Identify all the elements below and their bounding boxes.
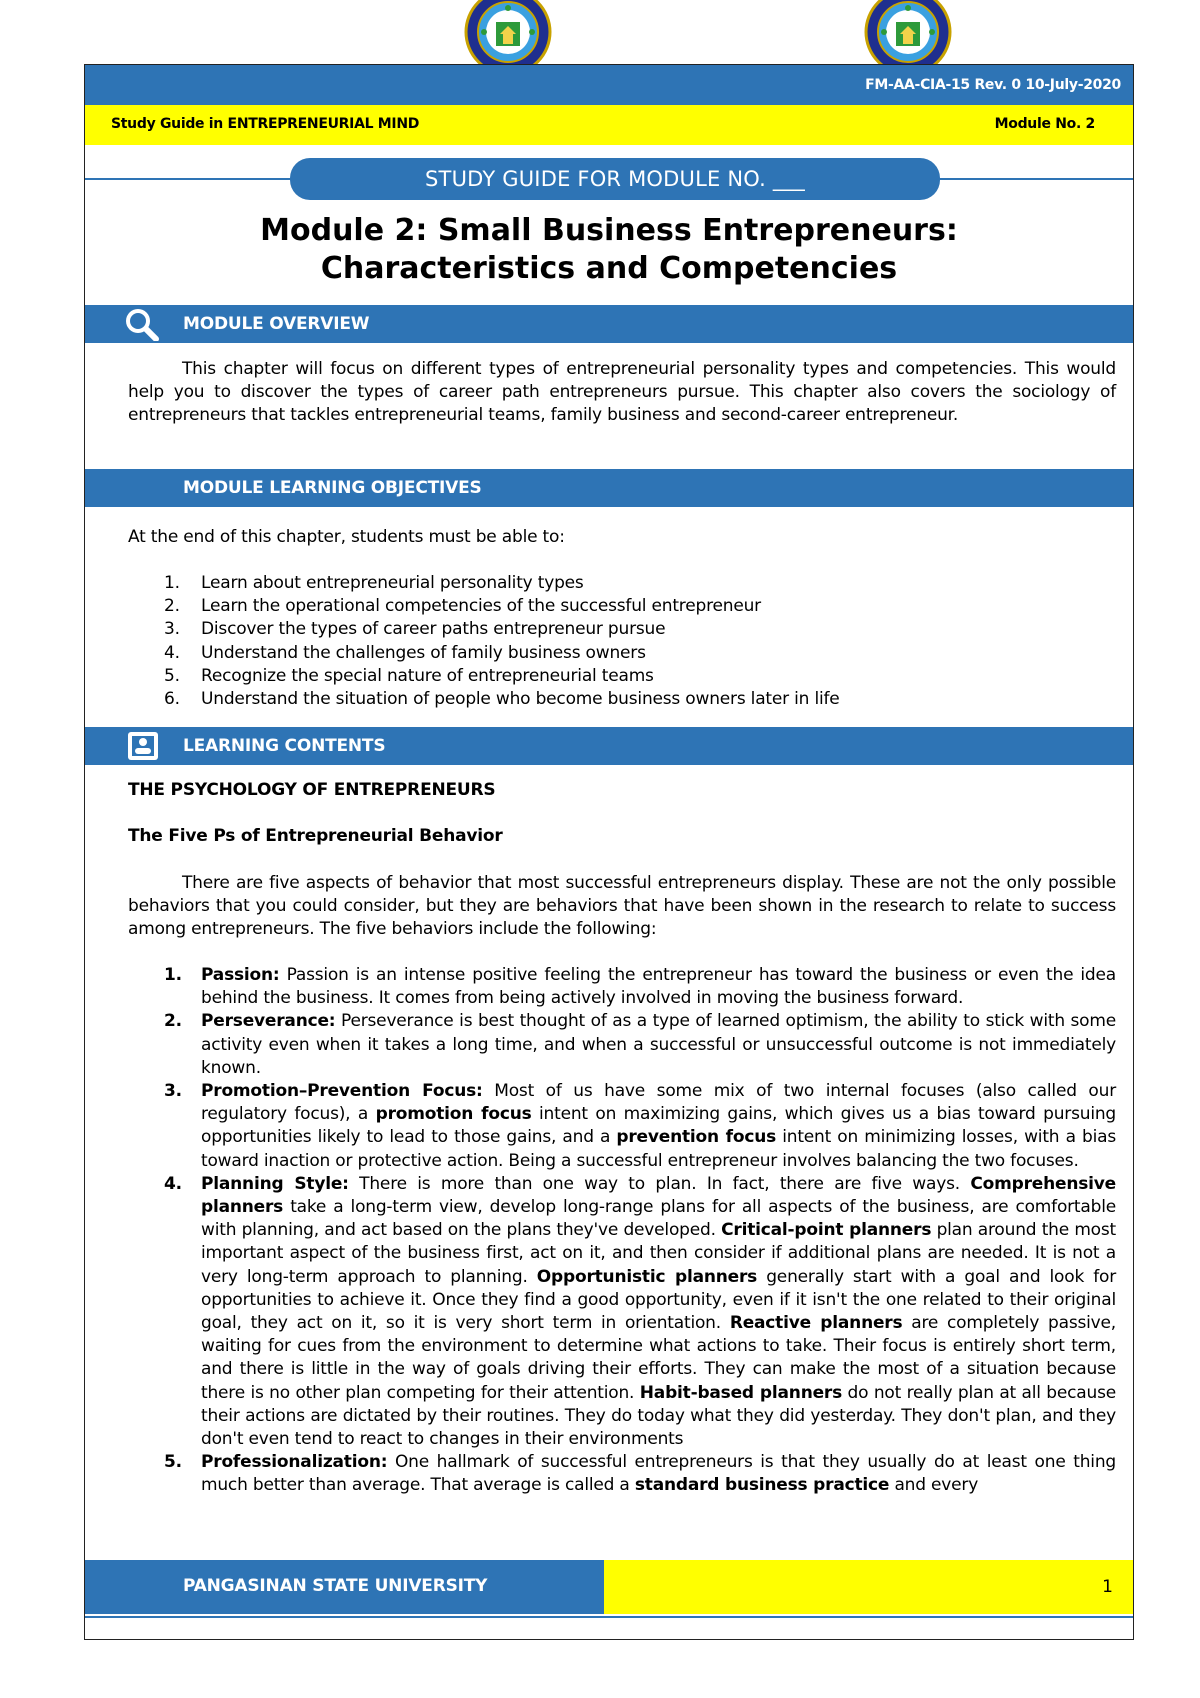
header-bar [85, 65, 1133, 105]
form-code: FM-AA-CIA-15 Rev. 0 10-July-2020 [865, 77, 1121, 93]
objective-text: Discover the types of career paths entrepreneur pursue [201, 619, 666, 640]
five-ps-number: 3. [164, 1081, 182, 1102]
search-icon [123, 307, 163, 341]
five-ps-number: 5. [164, 1452, 182, 1473]
item-text: intent on maximizing gains, which gives us a bias toward pursuing opportunities likely to lead to those gains, and a [201, 1104, 1117, 1148]
bold-term: Critical-point planners [721, 1220, 932, 1241]
section-subheading: The Five Ps of Entrepreneurial Behavior [128, 826, 503, 846]
five-ps-number: 4. [164, 1173, 182, 1194]
five-ps-number: 2. [164, 1011, 182, 1032]
bold-term: standard business practice [634, 1475, 890, 1496]
module-overview-heading: MODULE OVERVIEW [183, 314, 370, 334]
objectives-list [128, 572, 1116, 711]
item-text: intent on minimizing losses, with a bias toward inaction or protective action. Being a successful entrepreneur involves balancing the two focuses. [201, 1127, 1116, 1171]
footer-rule [85, 1616, 1133, 1618]
learning-contents-heading: LEARNING CONTENTS [183, 736, 386, 756]
page-title [85, 212, 1133, 288]
item-text: are completely passive, waiting for cues from the environment to determine what actions to take. Their focus is entirely short term, and there is little in the way of goals driving their efforts. They can make the most of a situation because there is no other plan competing for their attention. [201, 1313, 1116, 1403]
bold-term: Habit-based planners [639, 1382, 843, 1403]
title-line-2: Characteristics and Competencies [320, 251, 898, 286]
bold-term: promotion focus [375, 1104, 532, 1125]
subheader-bar [85, 105, 1133, 145]
item-text: Most of us have some mix of two internal focuses (also called our regulatory focus), a [201, 1081, 1116, 1125]
five-ps-item [128, 964, 1116, 1010]
bold-term: Planning Style: [201, 1173, 349, 1194]
objective-item [128, 688, 1116, 711]
objective-number: 4. [164, 642, 180, 663]
objective-text: Understand the situation of people who become business owners later in life [201, 689, 840, 710]
item-text: Perseverance is best thought of as a type of learned optimism, the ability to stick with some activity even when it takes a long time, and when a successful or unsuccessful outcome is not immediately known. [201, 1011, 1116, 1078]
objective-item [128, 642, 1116, 665]
objective-number: 2. [164, 596, 180, 617]
module-number: Module No. 2 [994, 116, 1095, 132]
objective-item [128, 618, 1116, 641]
section-heading: THE PSYCHOLOGY OF ENTREPRENEURS [128, 780, 496, 800]
bold-term: Promotion–Prevention Focus: [201, 1081, 483, 1102]
five-ps-item [128, 1451, 1116, 1497]
study-guide-banner: STUDY GUIDE FOR MODULE NO. ___ [290, 158, 940, 200]
bold-term: Passion: [201, 965, 280, 985]
page-number: 1 [1102, 1577, 1113, 1597]
five-ps-item [128, 1010, 1116, 1080]
item-text: do not really plan at all because their actions are dictated by their routines. They do today what they did yesterday. They don't plan, and they don't even tend to react to changes in their environments [201, 1382, 1116, 1450]
learning-objectives-heading: MODULE LEARNING OBJECTIVES [183, 478, 482, 498]
item-text: generally start with a goal and look for opportunities to achieve it. Once they find a good opportunity, even if it isn't the one related to their original goal, they act on it, so it is very short term in orientation. [201, 1266, 1116, 1334]
objective-number: 3. [164, 619, 180, 640]
item-text: One hallmark of successful entrepreneurs is that they usually do at least one thing much better than average. That average is called a [201, 1452, 1116, 1496]
footer-page-bar [604, 1560, 1133, 1614]
learning-objectives-bar [85, 469, 1133, 507]
objective-item [128, 572, 1116, 595]
bold-term: Professionalization: [201, 1452, 388, 1473]
banner-rule-right [935, 178, 1133, 180]
bold-term: prevention focus [616, 1127, 777, 1148]
footer-university-bar [85, 1560, 604, 1614]
objective-number: 5. [164, 665, 180, 686]
footer-university: PANGASINAN STATE UNIVERSITY [183, 1576, 488, 1596]
objective-number: 6. [164, 689, 180, 710]
objectives-intro: At the end of this chapter, students must be able to: [128, 527, 565, 547]
five-ps-item [128, 1080, 1116, 1173]
module-overview-bar [85, 305, 1133, 343]
objective-text: Learn about entrepreneurial personality types [201, 573, 584, 593]
item-text: plan around the most important aspect of the business first, act on it, and then consider if additional plans are needed. It is not a very long-term approach to planning. [201, 1220, 1116, 1287]
bold-term: Reactive planners [729, 1313, 903, 1334]
objective-number: 1. [164, 573, 180, 593]
objective-item [128, 595, 1116, 618]
overview-text: This chapter will focus on different types of entrepreneurial personality types and competencies. This would help you to discover the types of career path entrepreneurs pursue. This chapter also covers the sociology of entrepreneurs that tackles entrepreneurial teams, family business and second-career entrepreneur. [128, 359, 1116, 425]
title-line-1: Module 2: Small Business Entrepreneurs: [260, 213, 958, 248]
item-text: and every [889, 1475, 979, 1496]
university-seal-right [862, 0, 954, 64]
bold-term: Comprehensive planners [201, 1173, 1116, 1218]
item-text: take a long-term view, develop long-range plans for all aspects of the business, are comfortable with planning, and act based on the plans they've developed. [201, 1197, 1116, 1241]
objective-text: Recognize the special nature of entrepreneurial teams [201, 665, 654, 686]
study-guide-title: Study Guide in ENTREPRENEURIAL MIND [111, 116, 420, 132]
five-ps-intro: There are five aspects of behavior that most successful entrepreneurs display. These are not the only possible behaviors that you could consider, but they are behaviors that have been shown in the research to relate to success among entrepreneurs. The five behaviors include the following: [128, 873, 1116, 939]
learning-contents-bar [85, 727, 1133, 765]
university-seal-left [462, 0, 554, 64]
item-text: Passion is an intense positive feeling the entrepreneur has toward the business or even the idea behind the business. It comes from being actively involved in moving the business forward. [201, 965, 1116, 1009]
five-ps-list [128, 964, 1116, 1498]
bold-term: Opportunistic planners [536, 1266, 758, 1287]
bold-term: Perseverance: [201, 1011, 336, 1032]
objective-item [128, 665, 1116, 688]
item-text: There is more than one way to plan. In fact, there are five ways. [348, 1173, 971, 1194]
banner-rule-left [85, 178, 295, 180]
objective-text: Learn the operational competencies of the successful entrepreneur [201, 596, 761, 617]
five-ps-number: 1. [164, 965, 182, 985]
five-ps-item [128, 1173, 1116, 1451]
objective-text: Understand the challenges of family business owners [201, 642, 646, 663]
document-icon [123, 729, 163, 763]
